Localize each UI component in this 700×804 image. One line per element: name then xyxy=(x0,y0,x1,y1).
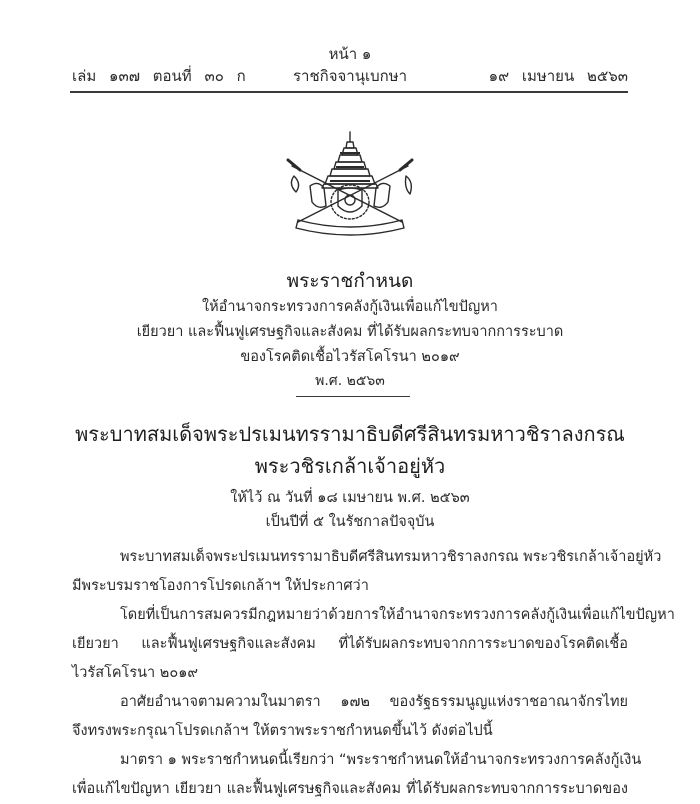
header-divider xyxy=(70,91,628,93)
body-line: อาศัยอำนาจตามความในมาตรา ๑๗๒ ของรัฐธรรมนูญแห่งราชอาณาจักรไทย xyxy=(120,694,628,710)
paragraph-authority xyxy=(72,688,628,746)
document-title: พระราชกำหนด xyxy=(286,270,414,292)
body-line: เยียวยา และฟื้นฟูเศรษฐกิจและสังคม ที่ได้รับผลกระทบจากการระบาดของโรคติดเชื้อ xyxy=(72,636,628,652)
decree-body xyxy=(72,543,675,804)
reign-year: เป็นปีที่ ๕ ในรัชกาลปัจจุบัน xyxy=(265,514,435,530)
royal-emblem-icon xyxy=(274,130,426,238)
title-subtitle-line-3: ของโรคติดเชื้อไวรัสโคโรนา ๒๐๑๙ xyxy=(240,349,460,365)
paragraph-rationale xyxy=(72,601,675,688)
paragraph-section-1 xyxy=(72,746,642,804)
body-line: พระบาทสมเด็จพระปรเมนทรรามาธิบดีศรีสินทรมหาวชิราลงกรณ พระวชิรเกล้าเจ้าอยู่หัว xyxy=(120,549,662,565)
title-subtitle-line-1: ให้อำนาจกระทรวงการคลังกู้เงินเพื่อแก้ไขปัญหา xyxy=(202,299,498,315)
volume-issue: เล่ม ๑๓๗ ตอนที่ ๓๐ ก xyxy=(72,67,246,85)
publication-name: ราชกิจจานุเบกษา xyxy=(292,67,408,85)
body-line: โดยที่เป็นการสมควรมีกฎหมายว่าด้วยการให้อำนาจกระทรวงการคลังกู้เงินเพื่อแก้ไขปัญหา xyxy=(120,607,675,623)
title-divider xyxy=(296,396,410,397)
body-line: ไวรัสโคโรนา ๒๐๑๙ xyxy=(72,665,199,681)
title-subtitle-line-2: เยียวยา และฟื้นฟูเศรษฐกิจและสังคม ที่ได้รับผลกระทบจากการระบาด xyxy=(136,324,564,340)
body-line: เพื่อแก้ไขปัญหา เยียวยา และฟื้นฟูเศรษฐกิจและสังคม ที่ได้รับผลกระทบจากการระบาดของ xyxy=(72,781,628,797)
body-line: จึงทรงพระกรุณาโปรดเกล้าฯ ให้ตราพระราชกำหนดขึ้นไว้ ดังต่อไปนี้ xyxy=(72,723,493,739)
paragraph-proclamation xyxy=(72,543,662,601)
king-name-line-1: พระบาทสมเด็จพระปรเมนทรรามาธิบดีศรีสินทรมหาวชิราลงกรณ xyxy=(75,422,625,446)
publication-date: ๑๙ เมษายน ๒๕๖๓ xyxy=(488,67,628,85)
page-number: หน้า ๑ xyxy=(328,45,372,63)
body-line: มาตรา ๑ พระราชกำหนดนี้เรียกว่า “พระราชกำหนดให้อำนาจกระทรวงการคลังกู้เงิน xyxy=(120,752,642,768)
given-date: ให้ไว้ ณ วันที่ ๑๘ เมษายน พ.ศ. ๒๕๖๓ xyxy=(230,490,470,506)
title-year: พ.ศ. ๒๕๖๓ xyxy=(315,373,385,389)
body-line: มีพระบรมราชโองการโปรดเกล้าฯ ให้ประกาศว่า xyxy=(72,578,369,594)
gazette-header xyxy=(72,64,628,86)
king-name-line-2: พระวชิรเกล้าเจ้าอยู่หัว xyxy=(254,454,446,478)
